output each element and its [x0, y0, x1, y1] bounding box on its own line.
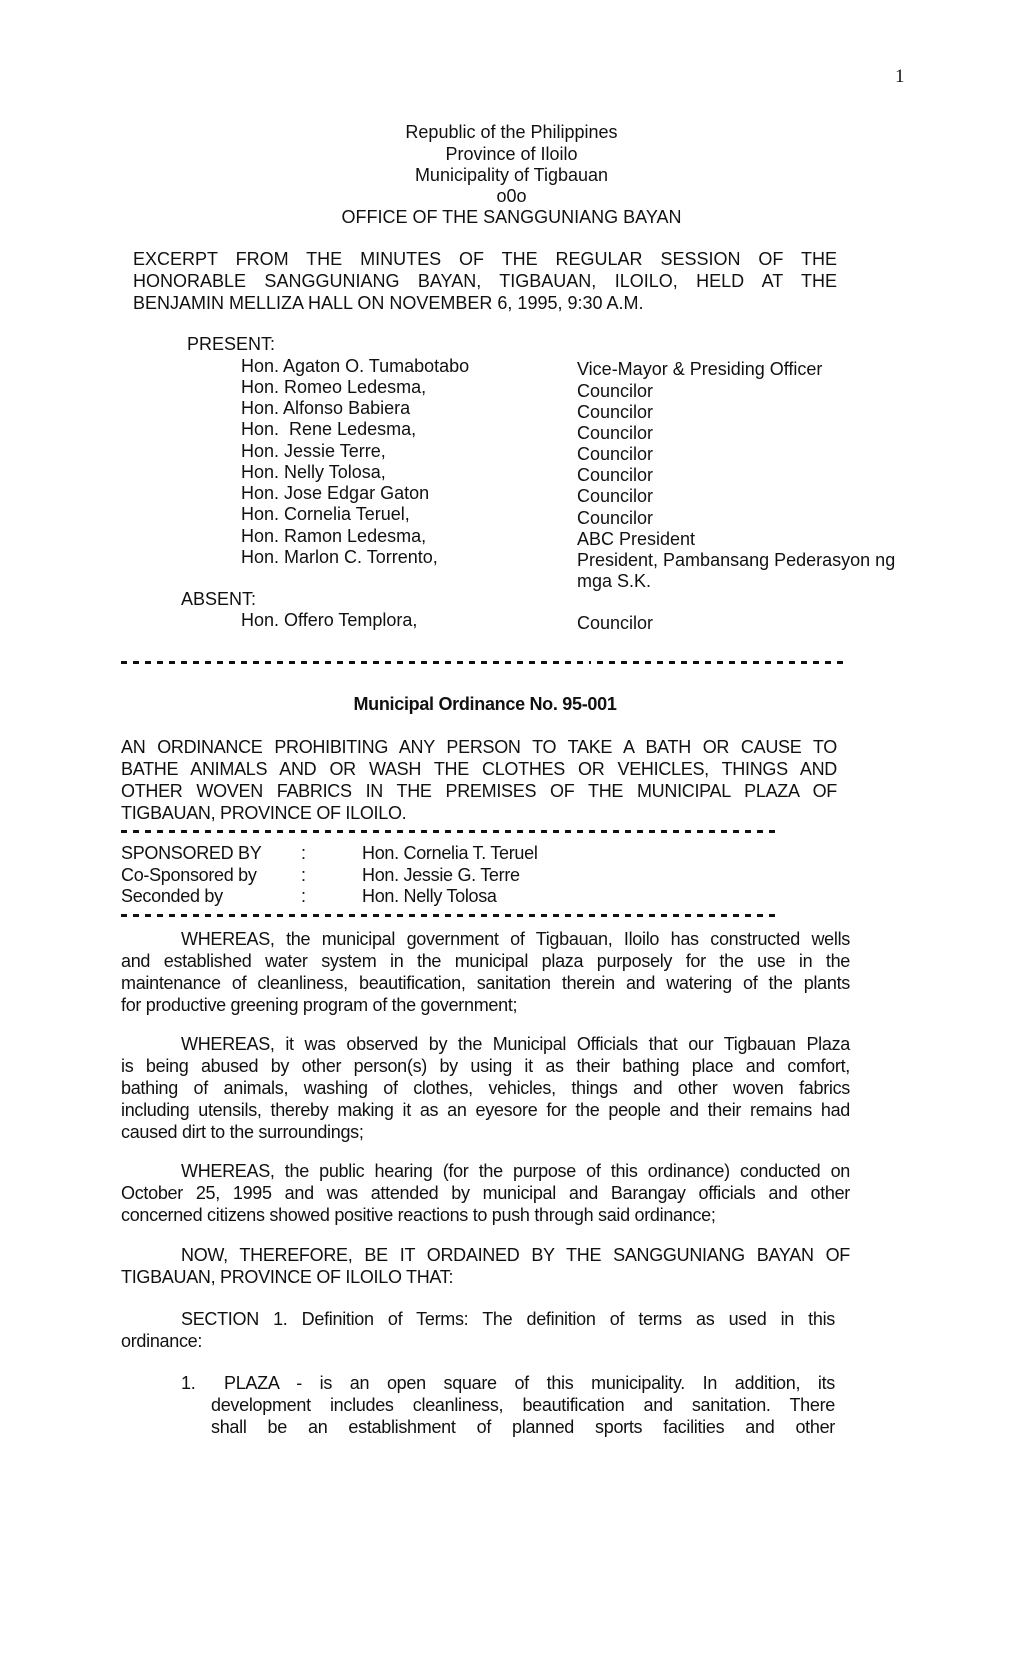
absentee-name: Hon. Offero Templora,: [241, 610, 418, 630]
clause-line: is being abused by other person(s) by using it as their bathing place and comfort,: [121, 1056, 850, 1076]
office-title: OFFICE OF THE SANGGUNIANG BAYAN: [341, 207, 682, 227]
clause-line: maintenance of cleanliness, beautification, sanitation therein and watering of the plants: [121, 973, 850, 993]
sponsor-label: Co-Sponsored by: [121, 865, 257, 885]
clause-line: caused dirt to the surroundings;: [121, 1122, 364, 1142]
clause-line: bathing of animals, washing of clothes, vehicles, things and other woven fabrics: [121, 1078, 850, 1098]
attendee-name: Hon. Alfonso Babiera: [241, 398, 411, 418]
sponsor-name: Hon. Cornelia T. Teruel: [362, 843, 538, 863]
attendee-name: Hon. Ramon Ledesma,: [241, 526, 427, 546]
definition-line: shall be an establishment of planned sports facilities and other: [211, 1417, 835, 1437]
definition-plaza: [211, 1372, 835, 1438]
attendee-name: Hon. Jessie Terre,: [241, 441, 386, 461]
absentee-role: Councilor: [577, 613, 654, 633]
attendee-name: Hon. Agaton O. Tumabotabo: [241, 356, 470, 376]
attendee-role: ABC President: [577, 529, 696, 549]
attendee-name: Hon. Rene Ledesma,: [241, 419, 417, 439]
attendee-name: Hon. Nelly Tolosa,: [241, 462, 386, 482]
separator-line: [121, 830, 781, 833]
header-line: Municipality of Tigbauan: [414, 165, 609, 185]
clause-line: concerned citizens showed positive reactions to push through said ordinance;: [121, 1205, 716, 1225]
excerpt-heading: [133, 248, 837, 314]
clause-line: WHEREAS, the public hearing (for the purpose of this ordinance) conducted on: [181, 1161, 850, 1181]
definition-line: development includes cleanliness, beautification and sanitation. There: [211, 1395, 835, 1415]
ordinance-title: Municipal Ordinance No. 95-001: [353, 694, 617, 714]
page-number: 1: [895, 66, 905, 87]
attendee-name: Hon. Jose Edgar Gaton: [241, 483, 430, 503]
clause-line: and established water system in the municipal plaza purposely for the use in the: [121, 951, 850, 971]
attendee-role: Councilor: [577, 444, 654, 464]
ordinance-subject: [121, 736, 837, 824]
sponsor-colon: :: [301, 843, 307, 863]
sponsor-name: Hon. Jessie G. Terre: [362, 865, 520, 885]
attendee-role: Councilor: [577, 381, 654, 401]
attendee-name: Hon. Romeo Ledesma,: [241, 377, 427, 397]
subject-line: AN ORDINANCE PROHIBITING ANY PERSON TO TAKE A BATH OR CAUSE TO: [121, 737, 837, 757]
separator-line: [121, 914, 781, 917]
attendee-role: President, Pambansang Pederasyon ng: [577, 550, 896, 570]
subject-line: OTHER WOVEN FABRICS IN THE PREMISES OF THE MUNICIPAL PLAZA OF: [121, 781, 837, 801]
attendee-name: Hon. Cornelia Teruel,: [241, 504, 410, 524]
sponsor-colon: :: [301, 865, 307, 885]
attendee-role: Councilor: [577, 423, 654, 443]
sponsor-label: SPONSORED BY: [121, 843, 262, 863]
attendee-role: Vice-Mayor & Presiding Officer: [577, 359, 823, 379]
separator-line: [597, 661, 843, 664]
whereas-clause-2: [121, 1033, 850, 1143]
header-line: Province of Iloilo: [445, 144, 578, 164]
section-1-heading: [121, 1308, 835, 1352]
clause-line: TIGBAUAN, PROVINCE OF ILOILO THAT:: [121, 1267, 454, 1287]
attendee-role: Councilor: [577, 508, 654, 528]
clause-line: WHEREAS, the municipal government of Tigbauan, Iloilo has constructed wells: [181, 929, 850, 949]
definition-number: 1.: [181, 1373, 196, 1393]
present-label: PRESENT:: [187, 334, 276, 354]
clause-line: including utensils, thereby making it as an eyesore for the people and their remains had: [121, 1100, 850, 1120]
section-line: SECTION 1. Definition of Terms: The definition of terms as used in this: [181, 1309, 835, 1329]
sponsor-name: Hon. Nelly Tolosa: [362, 886, 497, 906]
separator-line: [121, 661, 591, 664]
absent-label: ABSENT:: [181, 589, 257, 609]
clause-line: NOW, THEREFORE, BE IT ORDAINED BY THE SANGGUNIANG BAYAN OF: [181, 1245, 850, 1265]
header-line: Republic of the Philippines: [405, 122, 618, 142]
clause-line: WHEREAS, it was observed by the Municipal Officials that our Tigbauan Plaza: [181, 1034, 850, 1054]
definition-line: PLAZA - is an open square of this municipality. In addition, its: [224, 1373, 835, 1393]
excerpt-line: BENJAMIN MELLIZA HALL ON NOVEMBER 6, 1995, 9:30 A.M.: [133, 293, 644, 313]
sponsor-label: Seconded by: [121, 886, 223, 906]
clause-line: October 25, 1995 and was attended by municipal and Barangay officials and other: [121, 1183, 850, 1203]
excerpt-line: HONORABLE SANGGUNIANG BAYAN, TIGBAUAN, ILOILO, HELD AT THE: [133, 271, 837, 291]
attendee-role-continued: mga S.K.: [577, 571, 652, 591]
excerpt-line: EXCERPT FROM THE MINUTES OF THE REGULAR SESSION OF THE: [133, 249, 837, 269]
attendee-role: Councilor: [577, 486, 654, 506]
attendee-name: Hon. Marlon C. Torrento,: [241, 547, 438, 567]
whereas-clause-1: [121, 928, 850, 1016]
clause-line: for productive greening program of the government;: [121, 995, 518, 1015]
header-line: o0o: [496, 186, 527, 206]
sponsor-colon: :: [301, 886, 307, 906]
attendee-role: Councilor: [577, 402, 654, 422]
attendee-role: Councilor: [577, 465, 654, 485]
section-line: ordinance:: [121, 1331, 203, 1351]
whereas-clause-3: [121, 1160, 850, 1226]
subject-line: BATHE ANIMALS AND OR WASH THE CLOTHES OR VEHICLES, THINGS AND: [121, 759, 837, 779]
enacting-clause: [121, 1244, 850, 1288]
subject-line: TIGBAUAN, PROVINCE OF ILOILO.: [121, 803, 407, 823]
